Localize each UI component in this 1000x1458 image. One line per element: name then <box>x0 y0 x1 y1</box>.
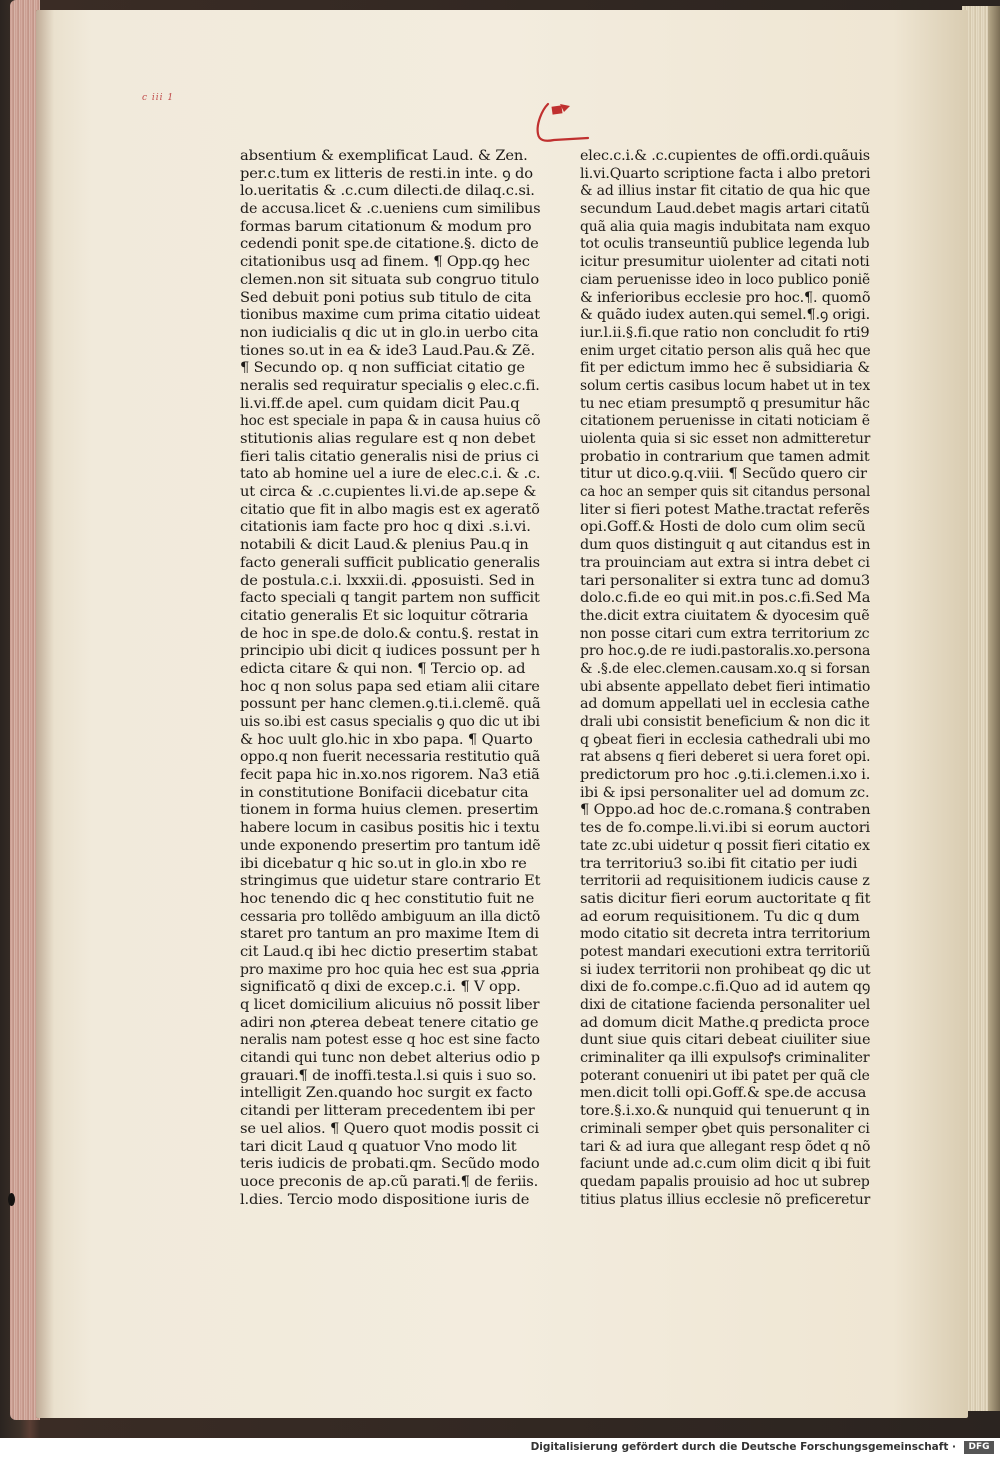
text-line: q ꝯbeat fieri in ecclesia cathedrali ubi mo <box>580 731 871 748</box>
gutter-shadow <box>36 10 54 1418</box>
text-line: de accusa.licet & .c.ueniens cum similibus <box>240 201 541 218</box>
text-line: the.dicit extra ciuitatem & dyocesim quẽ <box>580 607 870 624</box>
text-line: ad domum appellati uel in ecclesia cathe <box>580 696 870 713</box>
text-line: absentium & exemplificat Laud. & Zen. <box>240 148 528 164</box>
text-line: enim urget citatio person alis quã hec que <box>580 342 871 359</box>
text-line: ciam peruenisse ideo in loco publico poniẽ <box>580 271 870 288</box>
text-line: potest mandari executioni extra territoriũ <box>580 943 871 960</box>
text-line: opi.Goff.& Hosti de dolo cum olim secũ <box>580 519 866 536</box>
text-line: fecit papa hic in.xo.nos rigorem. Na3 etiã <box>240 767 540 784</box>
text-line: drali ubi consistit beneficium & non dic it <box>580 714 870 730</box>
text-line: uis so.ibi est casus specialis ꝯ quo dic ut ibi <box>240 714 540 730</box>
text-line: tes de fo.compe.li.vi.ibi si eorum auctori <box>580 820 870 837</box>
text-line: adiri non ꝓterea debeat tenere citatio ge <box>240 1014 539 1031</box>
text-line: ubi absente appellato debet fieri intimatio <box>580 678 871 695</box>
text-line: edicta citare & qui non. ¶ Tercio op. ad <box>240 660 526 677</box>
text-line: & ad illius instar fit citatio de qua hic que <box>580 183 871 200</box>
text-line: tot oculis transeuntiũ publice legenda lub <box>580 236 870 253</box>
text-line: titius platus illius ecclesie nõ preficeretur <box>580 1191 871 1208</box>
text-line: secundum Laud.debet magis artari citatũ <box>580 201 870 218</box>
text-line: de postula.c.i. lxxxii.di. ꝓposuisti. Sed in <box>240 572 535 589</box>
text-line: li.vi.ff.de apel. cum quidam dicit Pau.q <box>240 395 520 412</box>
text-line: li.vi.Quarto scriptione facta i albo pretori <box>580 165 871 182</box>
text-line: neralis nam potest esse q hoc est sine facto <box>240 1032 540 1049</box>
text-line: dum quos distinguit q aut citandus est in <box>580 537 871 554</box>
text-line: de hoc in spe.de dolo.& contu.§. restat in <box>240 625 539 642</box>
dfg-logo: DFG <box>964 1441 994 1454</box>
text-line: tato ab homine uel a iure de elec.c.i. & .c. <box>240 466 541 483</box>
text-column-right <box>580 148 870 1209</box>
text-line: stringimus que uidetur stare contrario Et <box>240 873 541 890</box>
text-line: si iudex territorii non prohibeat qꝯ dic ut <box>580 961 871 978</box>
text-line: modo citatio sit decreta intra territorium <box>580 926 871 943</box>
text-line: quedam papalis prouisio ad hoc ut subrep <box>580 1173 870 1190</box>
text-line: non iudicialis q dic ut in glo.in uerbo cita <box>240 324 539 341</box>
text-line: predictorum pro hoc .ꝯ.ti.i.clemen.i.xo i. <box>580 767 871 784</box>
text-line: uoce preconis de ap.cũ parati.¶ de feriis. <box>240 1173 539 1190</box>
text-line: cedendi ponit spe.de citatione.§. dicto de <box>240 236 539 253</box>
text-line: tore.§.i.xo.& nunquid qui tenuerunt q in <box>580 1103 870 1120</box>
text-line: uiolenta quia si sic esset non admitteretur <box>580 431 871 447</box>
text-line: citandi per litteram precedentem ibi per <box>240 1103 535 1120</box>
text-line: dunt siue quis citari debeat ciuiliter siue <box>580 1032 871 1049</box>
text-line: tu nec etiam presumptõ q presumitur hãc <box>580 395 870 412</box>
text-line: significatõ q dixi de excep.c.i. ¶ V opp. <box>240 979 521 996</box>
text-line: citationem peruenisse in citati noticiam ẽ <box>580 413 870 430</box>
text-line: tra prouinciam aut extra si intra debet ci <box>580 554 870 571</box>
text-line: lo.ueritatis & .c.cum dilecti.de dilaq.c.si. <box>240 183 535 200</box>
text-line: notabili & dicit Laud.& plenius Pau.q in <box>240 537 529 554</box>
text-line: l.dies. Tercio modo dispositione iuris de <box>240 1191 530 1208</box>
text-line: fieri talis citatio generalis nisi de prius ci <box>240 448 539 465</box>
text-column-left <box>240 148 540 1209</box>
text-line: criminaliter qa illi expulsoꝭs criminaliter <box>580 1050 870 1067</box>
text-line: elec.c.i.& .c.cupientes de offi.ordi.quãuis <box>580 148 870 164</box>
text-line: Sed debuit poni potius sub titulo de cita <box>240 289 532 306</box>
text-line: grauari.¶ de inoffi.testa.l.si quis i suo so. <box>240 1067 537 1084</box>
text-line: tari personaliter si extra tunc ad domu3 <box>580 572 870 589</box>
text-line: probatio in contrarium que tamen admit <box>580 448 870 465</box>
text-line: q licet domicilium alicuius nõ possit liber <box>240 997 540 1013</box>
rubricated-initial-mark <box>530 100 590 146</box>
text-line: cit Laud.q ibi hec dictio presertim stabat <box>240 943 538 960</box>
text-line: & .§.de elec.clemen.causam.xo.q si forsan <box>580 660 870 677</box>
text-line: principio ubi dicit q iudices possunt per h <box>240 643 540 660</box>
text-line: se uel alios. ¶ Quero quot modis possit ci <box>240 1120 539 1137</box>
text-line: ad domum dicit Mathe.q predicta proce <box>580 1014 870 1031</box>
text-line: citatio generalis Et sic loquitur cõtraria <box>240 607 529 624</box>
text-line: clemen.non sit situata sub congruo titulo <box>240 271 540 288</box>
text-line: neralis sed requiratur specialis ꝯ elec.c.fi. <box>240 377 540 394</box>
text-line: tate zc.ubi uidetur q possit fieri citatio ex <box>580 837 870 854</box>
text-line: fit per edictum immo hec ẽ subsidiaria & <box>580 360 870 377</box>
text-line: ca hoc an semper quis sit citandus personal <box>580 484 871 501</box>
text-line: tari & ad iura que allegant resp õdet q nõ <box>580 1138 871 1155</box>
text-line: tari dicit Laud q quatuor Vno modo lit <box>240 1138 517 1155</box>
text-line: dixi de fo.compe.c.fi.Quo ad id autem qꝯ <box>580 979 871 996</box>
text-line: tiones so.ut in ea & ide3 Laud.Pau.& Zẽ. <box>240 342 535 359</box>
text-line: stitutionis alias regulare est q non debet <box>240 431 536 447</box>
text-line: dolo.c.fi.de eo qui mit.in pos.c.fi.Sed Ma <box>580 590 871 607</box>
text-line: hoc tenendo dic q hec constitutio fuit ne <box>240 890 535 907</box>
text-line: ut circa & .c.cupientes li.vi.de ap.sepe & <box>240 484 537 501</box>
text-line: liter si fieri potest Mathe.tractat referẽs <box>580 501 870 518</box>
text-line: citatio que fit in albo magis est ex ageratõ <box>240 501 540 518</box>
text-line: & hoc uult glo.hic in xbo papa. ¶ Quarto <box>240 731 533 748</box>
text-line: formas barum citationum & modum pro <box>240 218 532 235</box>
text-line: per.c.tum ex litteris de resti.in inte. ꝯ do <box>240 165 533 182</box>
text-line: tra territoriu3 so.ibi fit citatio per iudi <box>580 855 858 872</box>
text-line: in constitutione Bonifacii dicebatur cita <box>240 784 529 801</box>
text-line: ibi dicebatur q hic so.ut in glo.in xbo re <box>240 855 527 872</box>
text-line: unde exponendo presertim pro tantum idẽ <box>240 837 541 854</box>
text-line: hoc est speciale in papa & in causa huius cõ <box>240 413 541 430</box>
text-line: possunt per hanc clemen.ꝯ.ti.i.clemẽ. quã <box>240 696 541 713</box>
text-line: ¶ Secundo op. q non sufficiat citatio ge <box>240 360 525 377</box>
text-line: intelligit Zen.quando hoc surgit ex facto <box>240 1085 533 1102</box>
text-line: dixi de citatione facienda personaliter uel <box>580 997 871 1013</box>
text-line: hoc q non solus papa sed etiam alii citare <box>240 678 540 695</box>
text-line: non posse citari cum extra territorium zc <box>580 625 870 642</box>
text-line: tionem in forma huius clemen. presertim <box>240 802 539 819</box>
footer-bar <box>0 1438 1000 1458</box>
text-line: & inferioribus ecclesie pro hoc.¶. quomõ <box>580 289 871 306</box>
text-line: poterant conueniri ut ibi patet per quã cle <box>580 1067 870 1084</box>
text-line: pro maxime pro hoc quia hec est sua ꝓpria <box>240 961 540 978</box>
text-line: cessaria pro tollẽdo ambiguum an illa dictõ <box>240 908 541 925</box>
text-line: citationis iam facte pro hoc q dixi .s.i.vi. <box>240 519 531 536</box>
footer-credit-text: Digitalisierung gefördert durch die Deutsche Forschungsgemeinschaft · <box>530 1441 956 1453</box>
text-line: teris iudicis de probati.qm. Secũdo modo <box>240 1156 540 1173</box>
text-line: tionibus maxime cum prima citatio uideat <box>240 307 540 324</box>
text-line: ad eorum requisitionem. Tu dic q dum <box>580 908 860 925</box>
text-line: citationibus usq ad finem. ¶ Opp.qꝯ hec <box>240 254 530 271</box>
text-line: titur ut dico.ꝯ.q.viii. ¶ Secũdo quero cir <box>580 466 867 483</box>
text-line: faciunt unde ad.c.cum olim dicit q ibi fuit <box>580 1156 871 1173</box>
text-line: iur.l.ii.§.fi.que ratio non concludit fo rti9 <box>580 324 870 341</box>
text-line: staret pro tantum an pro maxime Item di <box>240 926 539 943</box>
text-line: territorii ad requisitionem iudicis cause z <box>580 873 870 890</box>
text-line: rat absens q fieri deberet si uera foret opi. <box>580 749 871 766</box>
text-line: solum certis casibus locum habet ut in tex <box>580 377 871 394</box>
text-line: satis dicitur fieri eorum auctoritate q fit <box>580 890 871 907</box>
text-line: & quãdo iudex auten.qui semel.¶.ꝯ origi. <box>580 307 871 324</box>
text-line: ¶ Oppo.ad hoc de.c.romana.§ contraben <box>580 802 871 819</box>
text-line: facto generali sufficit publicatio generalis <box>240 554 540 571</box>
text-line: oppo.q non fuerit necessaria restitutio quã <box>240 749 541 766</box>
text-line: ibi & ipsi personaliter uel ad domum zc. <box>580 784 870 801</box>
ink-blot <box>8 1193 15 1206</box>
text-line: facto speciali q tangit partem non sufficit <box>240 590 540 607</box>
text-line: quã alia quia magis indubitata nam exquo <box>580 218 871 235</box>
text-line: men.dicit tolli opi.Goff.& spe.de accusa <box>580 1085 867 1102</box>
text-line: habere locum in casibus positis hic i textu <box>240 820 540 837</box>
text-line: pro hoc.ꝯ.de re iudi.pastoralis.xo.persona <box>580 643 871 660</box>
text-line: criminali semper ꝯbet quis personaliter ci <box>580 1120 870 1137</box>
signature-marginalia: c iii 1 <box>142 93 175 103</box>
text-line: icitur presumitur uiolenter ad citati noti <box>580 254 870 271</box>
text-line: citandi qui tunc non debet alterius odio p <box>240 1050 540 1067</box>
